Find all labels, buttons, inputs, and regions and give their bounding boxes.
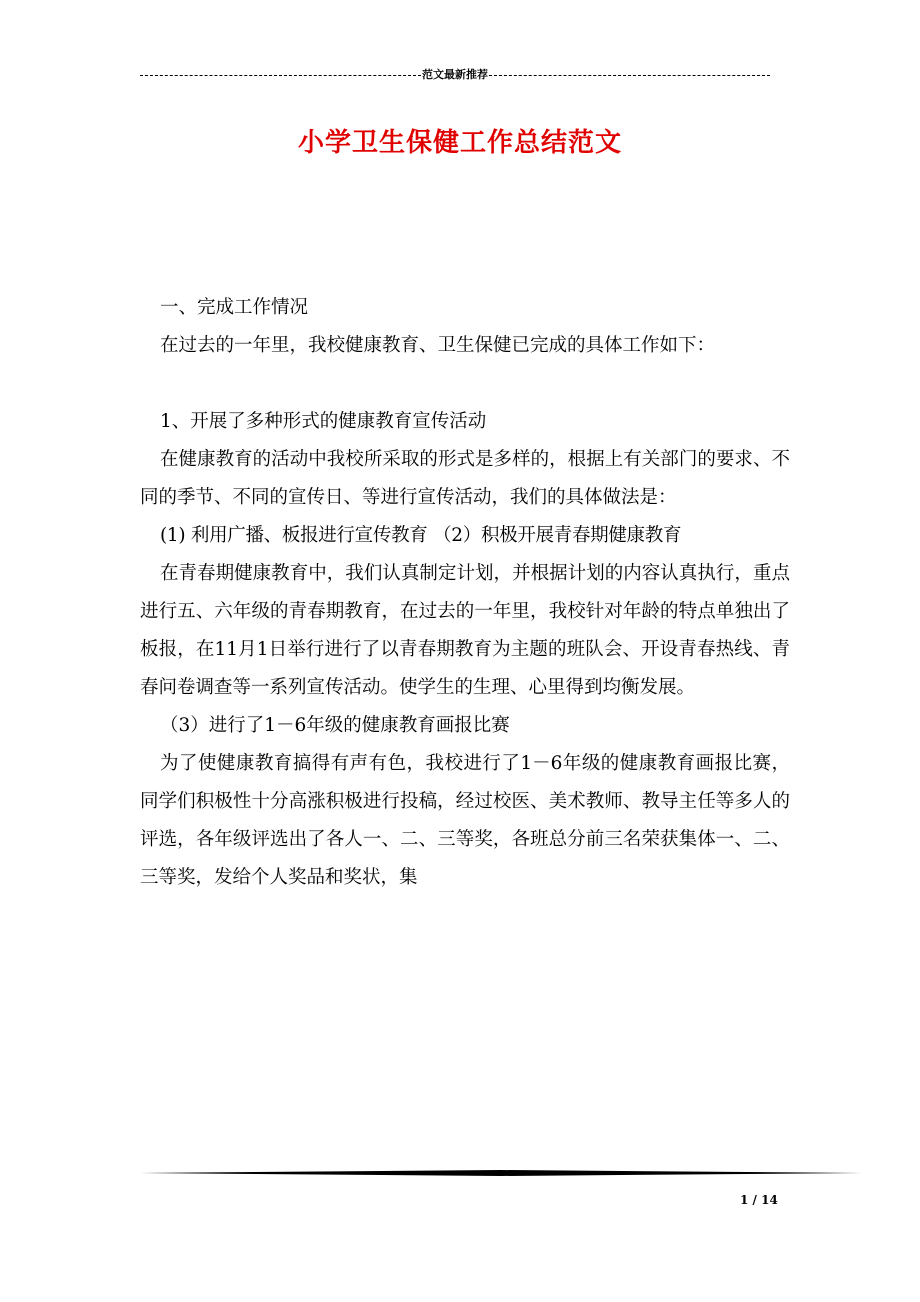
header-banner (140, 66, 770, 82)
page-number: 1 / 14 (740, 1193, 778, 1207)
subitem-paragraph-3: 为了使健康教育搞得有声有色，我校进行了1－6年级的健康教育画报比赛，同学们积极性十分高涨积极进行投稿，经过校医、美术教师、教导主任等多人的评选，各年级评选出了各人一、二、三等奖，各班总分前三名荣获集体一、二、三等奖，发给个人奖品和奖状，集 (140, 753, 790, 888)
header-banner-text: 范文最新推荐 (422, 68, 488, 81)
subitem-heading: (1) 利用广播、板报进行宣传教育 （2）积极开展青春期健康教育 (160, 525, 682, 546)
section-intro: 在过去的一年里，我校健康教育、卫生保健已完成的具体工作如下： (160, 335, 716, 356)
blank-line (140, 365, 790, 403)
header-dash-left (140, 75, 421, 76)
item-paragraph: 在健康教育的活动中我校所采取的形式是多样的，根据上有关部门的要求、不同的季节、不同的宣传日、等进行宣传活动，我们的具体做法是： (140, 449, 790, 508)
footer-rule (140, 1170, 862, 1176)
subitem-heading-3: （3）进行了1－6年级的健康教育画报比赛 (160, 715, 510, 736)
item-heading: 1、开展了多种形式的健康教育宣传活动 (160, 411, 487, 432)
document-body (140, 289, 790, 897)
subitem-paragraph: 在青春期健康教育中，我们认真制定计划，并根据计划的内容认真执行，重点进行五、六年级的青春期教育，在过去的一年里，我校针对年龄的特点单独出了板报，在11月1日举行进行了以青春期教育为主题的班队会、开设青春热线、青春问卷调查等一系列宣传活动。使学生的生理、心里得到均衡发展。 (140, 563, 790, 698)
document-title: 小学卫生保健工作总结范文 (297, 128, 622, 158)
header-dash-right (489, 75, 770, 76)
section-heading: 一、完成工作情况 (160, 297, 309, 318)
